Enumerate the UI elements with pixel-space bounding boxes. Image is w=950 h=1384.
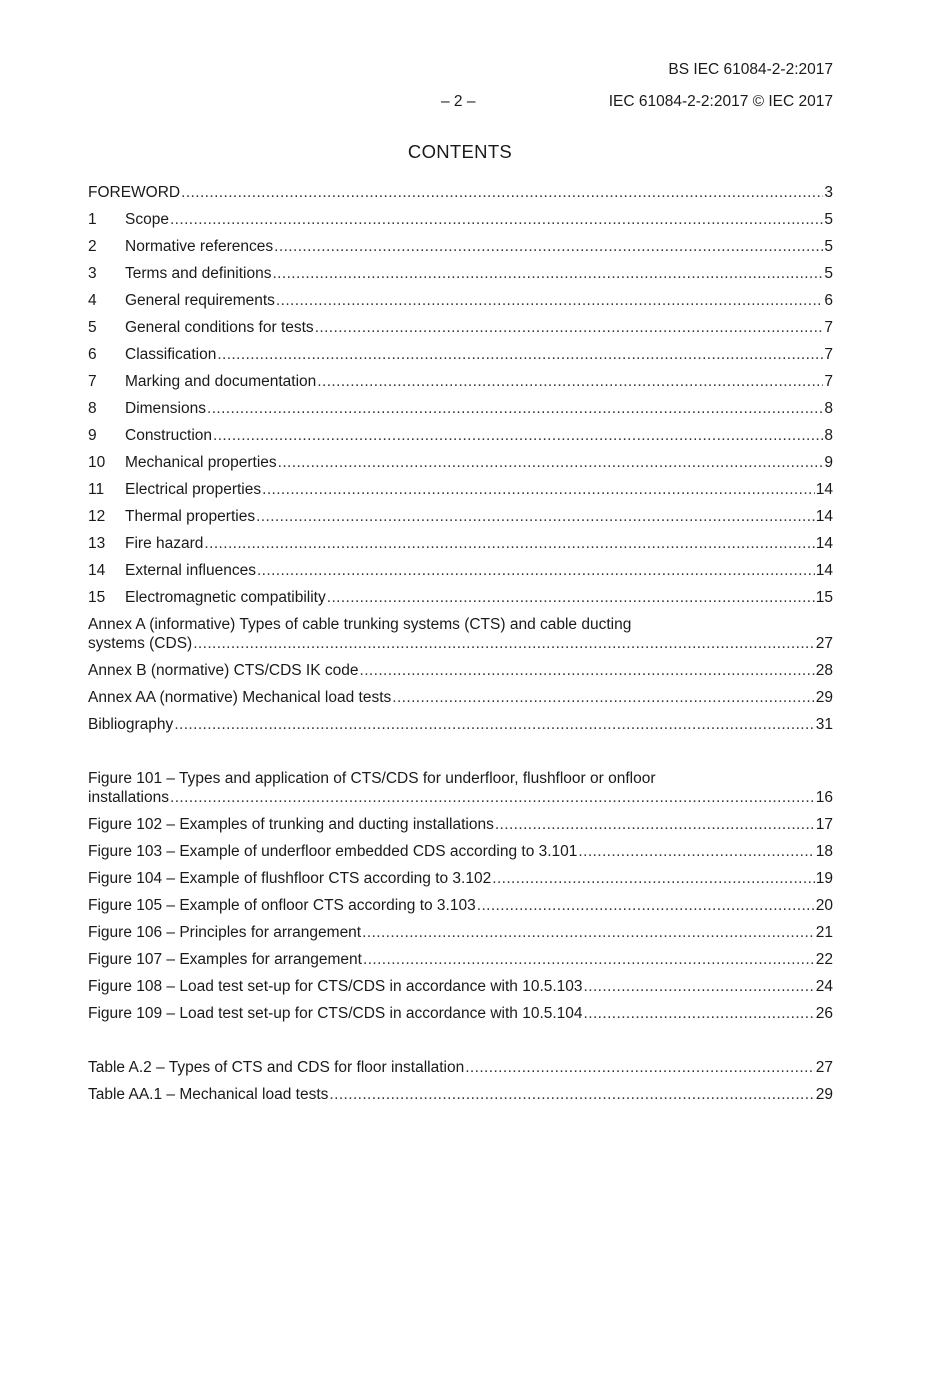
leader-dots xyxy=(207,399,823,418)
toc-entry-label-line1: Figure 101 – Types and application of CTS/CDS for underfloor, flushfloor or onfloor xyxy=(88,770,656,787)
clause-number: 12 xyxy=(88,508,106,525)
toc-entry-label: General requirements xyxy=(125,292,275,309)
clause-number: 6 xyxy=(88,346,97,363)
page-number: – 2 – xyxy=(441,93,476,110)
leader-dots xyxy=(276,291,823,310)
toc-entry-label: Normative references xyxy=(125,238,274,255)
clause-number: 4 xyxy=(88,292,97,309)
toc-page-number: 7 xyxy=(824,319,833,336)
toc-page-number: 29 xyxy=(815,689,833,706)
toc-entry-label-line2: installations xyxy=(88,789,169,806)
leader-dots xyxy=(584,977,815,996)
toc-page-number: 27 xyxy=(815,1059,833,1076)
toc-entry-label: Terms and definitions xyxy=(125,265,272,282)
clause-number: 14 xyxy=(88,562,106,579)
toc-entry-label: Dimensions xyxy=(125,400,206,417)
toc-page-number: 14 xyxy=(815,535,833,552)
standard-id: BS IEC 61084-2-2:2017 xyxy=(668,61,833,78)
toc-entry-clause[interactable] xyxy=(88,526,833,553)
toc-entry-label: Figure 109 – Load test set-up for CTS/CDS in accordance with 10.5.104 xyxy=(88,1005,583,1022)
toc-entry-label-line2: systems (CDS) xyxy=(88,635,193,652)
toc-entry-label: Figure 104 – Example of flushfloor CTS according to 3.102 xyxy=(88,870,492,887)
toc-page-number: 21 xyxy=(815,924,833,941)
table-of-contents xyxy=(88,175,833,1104)
toc-entry-label: Figure 108 – Load test set-up for CTS/CDS in accordance with 10.5.103 xyxy=(88,978,583,995)
toc-page-number: 7 xyxy=(824,346,833,363)
toc-page-number: 8 xyxy=(824,427,833,444)
toc-entry-clause[interactable] xyxy=(88,499,833,526)
toc-page-number: 18 xyxy=(815,843,833,860)
toc-entry-label: Figure 107 – Examples for arrangement xyxy=(88,951,362,968)
toc-entry-clause[interactable] xyxy=(88,229,833,256)
leader-dots xyxy=(315,318,824,337)
leader-dots xyxy=(213,426,823,445)
clause-number: 8 xyxy=(88,400,97,417)
copyright-line: IEC 61084-2-2:2017 © IEC 2017 xyxy=(608,93,833,110)
toc-page-number: 28 xyxy=(815,662,833,679)
toc-entry-figure[interactable] xyxy=(88,807,833,834)
toc-entry-label: Annex AA (normative) Mechanical load tests xyxy=(88,689,392,706)
toc-page-number: 7 xyxy=(824,373,833,390)
toc-page-number: 26 xyxy=(815,1005,833,1022)
leader-dots xyxy=(170,788,815,807)
leader-dots xyxy=(360,661,815,680)
toc-page-number: 15 xyxy=(815,589,833,606)
leader-dots xyxy=(274,237,823,256)
toc-entry-label: Construction xyxy=(125,427,213,444)
clause-number: 2 xyxy=(88,238,97,255)
toc-page-number: 9 xyxy=(824,454,833,471)
toc-page-number: 20 xyxy=(815,897,833,914)
toc-entry-annex[interactable] xyxy=(88,607,833,653)
leader-dots xyxy=(193,634,815,653)
toc-entry-clause[interactable] xyxy=(88,445,833,472)
toc-page-number: 17 xyxy=(815,816,833,833)
toc-page-number: 29 xyxy=(815,1086,833,1103)
leader-dots xyxy=(257,561,815,580)
clause-number: 15 xyxy=(88,589,106,606)
toc-entry-label: Electromagnetic compatibility xyxy=(125,589,326,606)
clause-number: 10 xyxy=(88,454,106,471)
toc-entry-label-line1: Annex A (informative) Types of cable trunking systems (CTS) and cable ducting xyxy=(88,616,632,633)
toc-page-number: 16 xyxy=(815,789,833,806)
toc-entry-label: Annex B (normative) CTS/CDS IK code xyxy=(88,662,359,679)
leader-dots xyxy=(578,842,814,861)
toc-entry-annex[interactable] xyxy=(88,653,833,680)
toc-entry-figure[interactable] xyxy=(88,888,833,915)
toc-entry-table[interactable] xyxy=(88,1050,833,1077)
leader-dots xyxy=(363,950,815,969)
leader-dots xyxy=(392,688,814,707)
leader-dots xyxy=(317,372,823,391)
toc-page-number: 6 xyxy=(824,292,833,309)
toc-entry-clause[interactable] xyxy=(88,418,833,445)
leader-dots xyxy=(477,896,815,915)
clause-number: 11 xyxy=(88,481,105,498)
clause-number: 13 xyxy=(88,535,106,552)
toc-entry-clause[interactable] xyxy=(88,337,833,364)
toc-page-number: 22 xyxy=(815,951,833,968)
toc-entry-figure[interactable] xyxy=(88,915,833,942)
leader-dots xyxy=(174,715,814,734)
leader-dots xyxy=(362,923,815,942)
toc-page-number: 14 xyxy=(815,508,833,525)
toc-entry-table[interactable] xyxy=(88,1077,833,1104)
toc-entry-label: Marking and documentation xyxy=(125,373,317,390)
toc-entry-foreword[interactable] xyxy=(88,175,833,202)
toc-entry-clause[interactable] xyxy=(88,364,833,391)
toc-entry-figure[interactable] xyxy=(88,861,833,888)
leader-dots xyxy=(181,183,823,202)
toc-entry-label: Table AA.1 – Mechanical load tests xyxy=(88,1086,329,1103)
clause-number: 7 xyxy=(88,373,97,390)
leader-dots xyxy=(329,1085,814,1104)
clause-number: 9 xyxy=(88,427,97,444)
toc-entry-label: Table A.2 – Types of CTS and CDS for floor installation xyxy=(88,1059,465,1076)
toc-page-number: 3 xyxy=(824,184,833,201)
toc-entry-clause[interactable] xyxy=(88,310,833,337)
toc-entry-label: Figure 105 – Example of onfloor CTS according to 3.103 xyxy=(88,897,476,914)
leader-dots xyxy=(584,1004,815,1023)
toc-page-number: 24 xyxy=(815,978,833,995)
toc-entry-label: General conditions for tests xyxy=(125,319,314,336)
toc-entry-label: Electrical properties xyxy=(125,481,262,498)
leader-dots xyxy=(262,480,815,499)
toc-page-number: 5 xyxy=(824,238,833,255)
toc-entry-figure[interactable] xyxy=(88,761,833,807)
leader-dots xyxy=(492,869,815,888)
clause-number: 5 xyxy=(88,319,97,336)
toc-entry-figure[interactable] xyxy=(88,942,833,969)
toc-entry-clause[interactable] xyxy=(88,553,833,580)
clause-number: 3 xyxy=(88,265,97,282)
toc-entry-bibliography[interactable] xyxy=(88,707,833,734)
toc-entry-label: Figure 106 – Principles for arrangement xyxy=(88,924,362,941)
leader-dots xyxy=(272,264,823,283)
toc-entry-label: External influences xyxy=(125,562,256,579)
page-title: CONTENTS xyxy=(407,141,513,162)
leader-dots xyxy=(278,453,824,472)
toc-entry-label: Fire hazard xyxy=(125,535,204,552)
toc-entry-figure[interactable] xyxy=(88,996,833,1023)
toc-page-number: 19 xyxy=(815,870,833,887)
toc-entry-label: Figure 102 – Examples of trunking and ducting installations xyxy=(88,816,494,833)
toc-entry-clause[interactable] xyxy=(88,202,833,229)
leader-dots xyxy=(217,345,823,364)
clause-number: 1 xyxy=(88,211,97,228)
toc-entry-clause[interactable] xyxy=(88,472,833,499)
toc-entry-annex[interactable] xyxy=(88,680,833,707)
toc-entry-label: Mechanical properties xyxy=(125,454,277,471)
toc-entry-figure[interactable] xyxy=(88,834,833,861)
toc-page-number: 27 xyxy=(815,635,833,652)
toc-entry-label: Figure 103 – Example of underfloor embedded CDS according to 3.101 xyxy=(88,843,578,860)
leader-dots xyxy=(495,815,815,834)
leader-dots xyxy=(465,1058,815,1077)
toc-entry-clause[interactable] xyxy=(88,283,833,310)
toc-page-number: 5 xyxy=(824,211,833,228)
toc-entry-clause[interactable] xyxy=(88,391,833,418)
toc-entry-label: Scope xyxy=(125,211,169,228)
leader-dots xyxy=(327,588,815,607)
toc-page-number: 14 xyxy=(815,562,833,579)
leader-dots xyxy=(256,507,815,526)
leader-dots xyxy=(204,534,814,553)
toc-entry-label: Classification xyxy=(125,346,217,363)
toc-page-number: 8 xyxy=(824,400,833,417)
toc-page-number: 31 xyxy=(815,716,833,733)
toc-entry-figure[interactable] xyxy=(88,969,833,996)
toc-entry-label: FOREWORD xyxy=(88,184,181,201)
toc-entry-clause[interactable] xyxy=(88,256,833,283)
toc-entry-label: Bibliography xyxy=(88,716,174,733)
toc-page-number: 5 xyxy=(824,265,833,282)
toc-entry-label: Thermal properties xyxy=(125,508,256,525)
leader-dots xyxy=(170,210,823,229)
toc-entry-clause[interactable] xyxy=(88,580,833,607)
toc-page-number: 14 xyxy=(815,481,833,498)
